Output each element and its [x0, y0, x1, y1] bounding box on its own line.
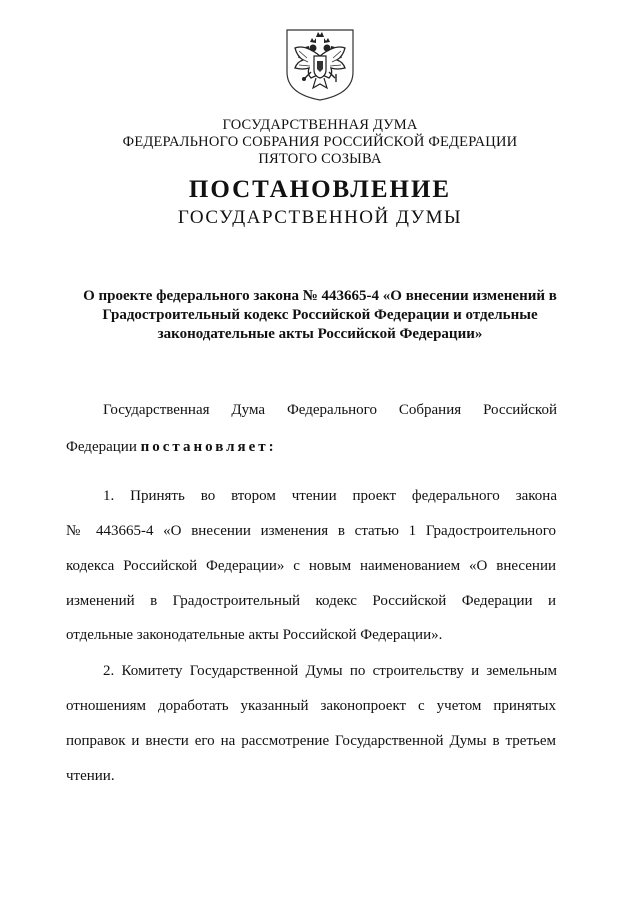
intro-text: Федерации	[66, 439, 141, 455]
subject-line-1: О проекте федерального закона № 443665-4 «О внесении изменений в	[83, 288, 557, 304]
item2-line-3: поправок и внести его на рассмотрение Государственной Думы в третьем	[66, 733, 556, 749]
resolves-emphasis: постановляет:	[140, 439, 277, 455]
item1-line-3: кодекса Российской Федерации» с новым наименованием «О внесении	[66, 558, 556, 574]
item2-line-2: отношениям доработать указанный законопроект с учетом принятых	[66, 698, 556, 714]
header-line-3: ПЯТОГО СОЗЫВА	[258, 151, 382, 167]
item1-line-4: изменений в Градостроительный кодекс Российской Федерации и	[66, 593, 556, 609]
item1-line-1: 1. Принять во втором чтении проект федерального закона	[103, 488, 557, 504]
russian-coat-of-arms-icon	[283, 26, 357, 102]
intro-line-2	[66, 438, 556, 456]
header-line-1: ГОСУДАРСТВЕННАЯ ДУМА	[222, 117, 418, 133]
intro-line-1: Государственная Дума Федерального Собрания Российской	[103, 402, 557, 418]
document-type-subtitle: ГОСУДАРСТВЕННОЙ ДУМЫ	[177, 207, 463, 228]
subject-line-3: законодательные акты Российской Федерации»	[157, 326, 483, 342]
document-type-title: ПОСТАНОВЛЕНИЕ	[188, 176, 452, 203]
item2-line-4: чтении.	[66, 768, 115, 784]
item2-line-1: 2. Комитету Государственной Думы по строительству и земельным	[103, 663, 557, 679]
subject-line-2: Градостроительный кодекс Российской Федерации и отдельные	[102, 307, 538, 323]
item1-line-2: № 443665-4 «О внесении изменения в статью 1 Градостроительного	[66, 523, 556, 539]
header-line-2: ФЕДЕРАЛЬНОГО СОБРАНИЯ РОССИЙСКОЙ ФЕДЕРАЦИИ	[122, 134, 518, 150]
item1-line-5: отдельные законодательные акты Российской Федерации».	[66, 627, 443, 643]
